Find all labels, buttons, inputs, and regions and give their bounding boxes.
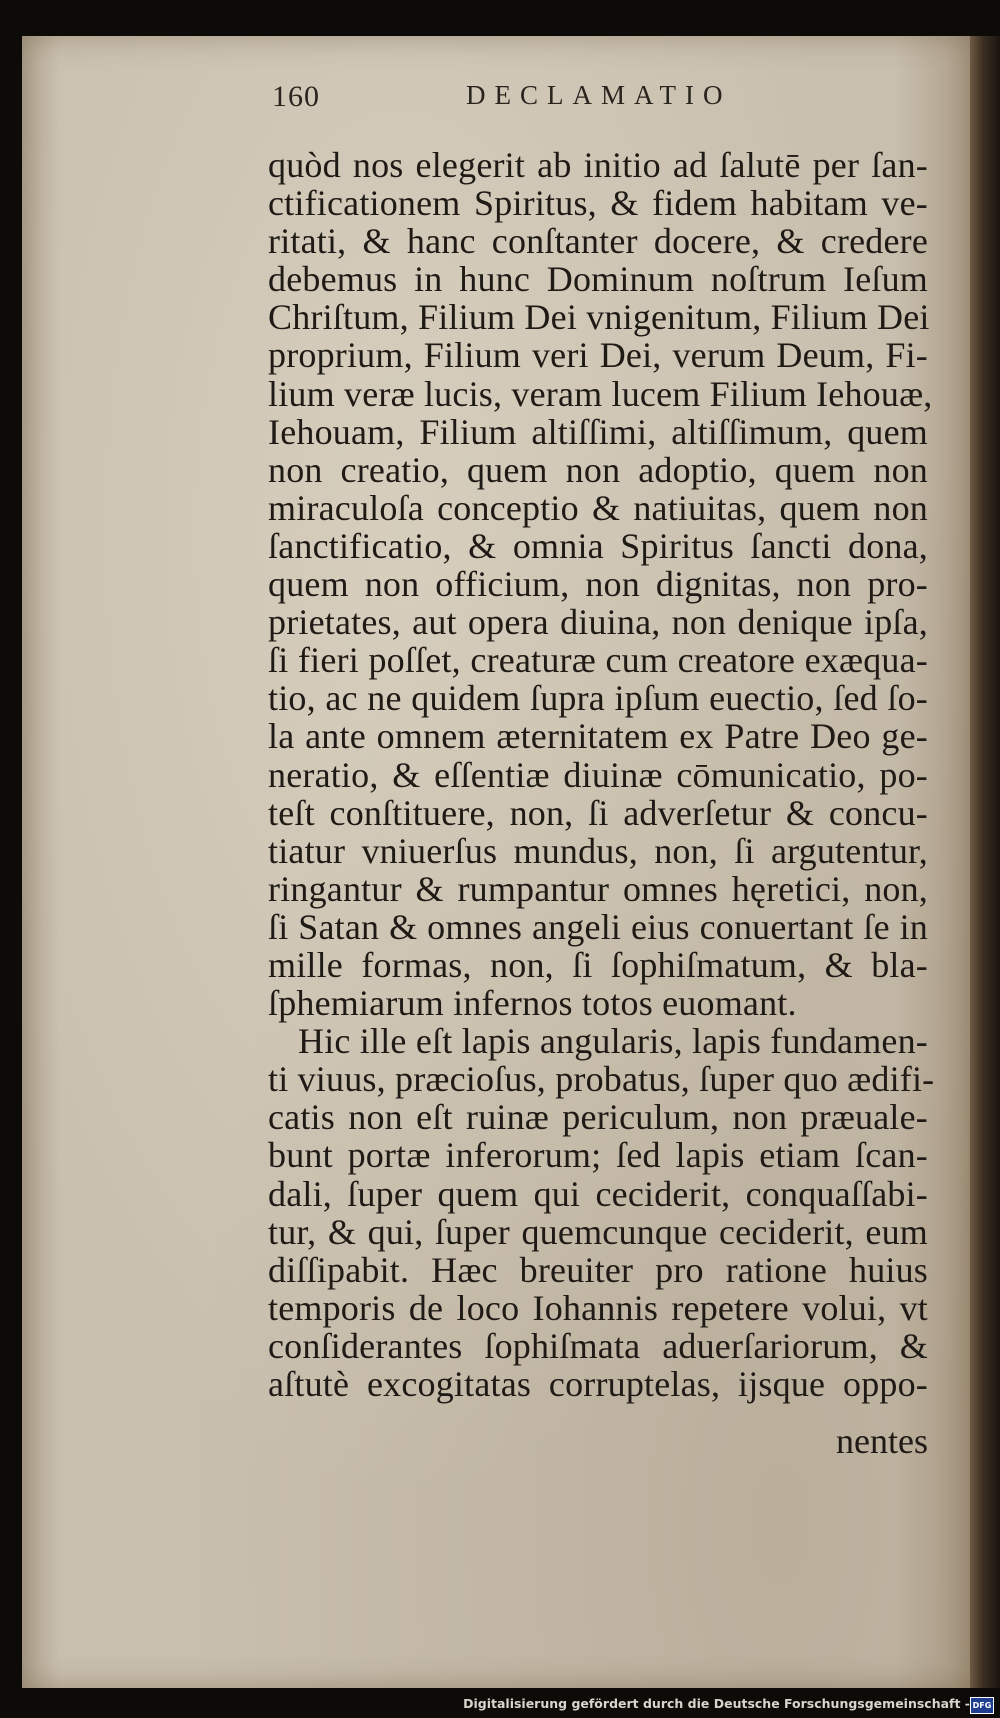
- text-line: tio, ac ne quidem ſupra ipſum euectio, ſed ſo-: [268, 678, 928, 719]
- text-line: quòd nos elegerit ab initio ad ſalutē per ſan-: [268, 145, 928, 185]
- text-line: Iehouam, Filium altiſſimi, altiſſimum, quem: [268, 411, 928, 452]
- text-line: aſtutè excogitatas corruptelas, ijsque oppo-: [268, 1364, 928, 1404]
- funding-credit: Digitalisierung gefördert durch die Deutsche Forschungsgemeinschaft -: [463, 1696, 970, 1711]
- text-line: Chriſtum, Filium Dei vnigenitum, Filium Dei: [268, 297, 930, 338]
- body-text: [268, 145, 935, 1404]
- page-edge: [970, 36, 1000, 1688]
- paragraph-start-line: Hic ille eſt lapis angularis, lapis fundamen-: [298, 1021, 928, 1062]
- text-line: proprium, Filium veri Dei, verum Deum, Fi-: [268, 335, 928, 376]
- dfg-logo-icon: DFG: [970, 1697, 994, 1714]
- text-line: ſphemiarum infernos totos euomant.: [268, 983, 797, 1024]
- text-line: tur, & qui, ſuper quemcunque ceciderit, eum: [268, 1211, 928, 1252]
- text-line: tiatur vniuerſus mundus, non, ſi argutentur,: [268, 830, 928, 871]
- text-line: teſt conſtituere, non, ſi adverſetur & concu-: [268, 792, 928, 833]
- text-line: lium veræ lucis, veram lucem Filium Iehouæ,: [268, 373, 933, 414]
- text-line: ti viuus, præcioſus, probatus, ſuper quo ædifi-: [268, 1059, 935, 1100]
- page-header: [22, 80, 970, 130]
- text-line: catis non eſt ruinæ periculum, non præuale-: [268, 1097, 928, 1138]
- text-line: ſanctificatio, & omnia Spiritus ſancti dona,: [268, 525, 928, 566]
- text-line: miraculoſa conceptio & natiuitas, quem non: [268, 487, 928, 528]
- text-line: temporis de loco Iohannis repetere volui, vt: [268, 1287, 928, 1328]
- text-line: ringantur & rumpantur omnes hęretici, non,: [268, 868, 928, 909]
- page-number: 160: [272, 80, 320, 113]
- text-line: conſiderantes ſophiſmata aduerſariorum, &: [268, 1325, 928, 1366]
- text-line: mille formas, non, ſi ſophiſmatum, & bla-: [268, 944, 928, 985]
- text-line: quem non officium, non dignitas, non pro-: [268, 564, 928, 605]
- text-line: la ante omnem æternitatem ex Patre Deo ge-: [268, 716, 928, 757]
- text-line: ſi fieri poſſet, creaturæ cum creatore exæqua-: [268, 640, 928, 681]
- text-line: neratio, & eſſentiæ diuinæ cōmunicatio, po-: [268, 754, 928, 795]
- text-line: debemus in hunc Dominum noſtrum Ieſum: [268, 259, 928, 300]
- text-line: non creatio, quem non adoptio, quem non: [268, 449, 928, 490]
- text-line: diſſipabit. Hæc breuiter pro ratione huius: [268, 1249, 928, 1290]
- catchword: nentes: [836, 1421, 928, 1461]
- text-line: dali, ſuper quem qui ceciderit, conquaſſabi-: [268, 1173, 928, 1214]
- running-head: DECLAMATIO: [466, 80, 732, 110]
- text-line: ritati, & hanc conſtanter docere, & credere: [268, 221, 928, 262]
- text-line: ſi Satan & omnes angeli eius conuertant ſe in: [268, 906, 928, 947]
- text-line: bunt portæ inferorum; ſed lapis etiam ſcan-: [268, 1135, 928, 1176]
- book-page: [22, 36, 970, 1688]
- digitization-footer: [0, 1694, 1000, 1718]
- text-line: ctificationem Spiritus, & fidem habitam ve-: [268, 183, 928, 224]
- text-line: prietates, aut opera diuina, non denique ipſa,: [268, 602, 928, 643]
